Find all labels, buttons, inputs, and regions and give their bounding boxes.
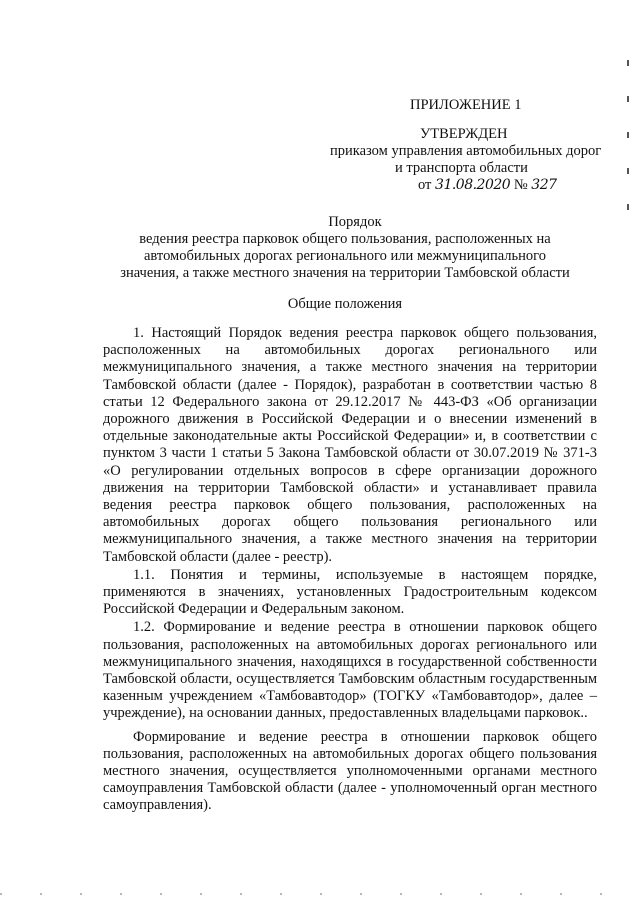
title-line-1: Порядок [328, 214, 382, 230]
number-prefix: № [513, 177, 528, 193]
handwritten-date: 31.08.2020 [435, 177, 511, 193]
document-title [100, 214, 590, 282]
scan-edge-marks [0, 893, 640, 895]
order-line-1: приказом управления автомобильных дорог [330, 143, 602, 159]
date-prefix: от [418, 177, 432, 193]
section-heading: Общие положения [287, 296, 403, 312]
body-text [103, 325, 597, 816]
appendix-label: ПРИЛОЖЕНИЕ 1 [410, 97, 522, 113]
paragraph-1-2: 1.2. Формирование и ведение реестра в отношении парковок общего пользования, расположенных на автомобильных дорогах регионального или межмуниципального значения, находящихся в государственной собственности Тамбовской области, осуществляется Тамбовским областным государственным казенным учреждением «Тамбовавтодор» (ТОГКУ «Тамбовавтодор», далее – учреждение), на основании данных, предоставленных владельцами парковок.. [103, 619, 597, 722]
paragraph-1: 1. Настоящий Порядок ведения реестра парковок общего пользования, расположенных на автомобильных дорогах регионального или межмуниципального значения, а также местного значения на территории Тамбовской области (далее - Порядок), разработан в соответствии частью 8 статьи 12 Федерального закона от 29.12.2017 № 443-ФЗ «Об организации дорожного движения в Российской Федерации и о внесении изменений в отдельные законодательные акты Российской Федерации» и, в соответствии с пунктом 3 части 1 статьи 5 Закона Тамбовской области от 30.07.2019 № 371-3 «О регулировании отдельных вопросов в сфере организации дорожного движения на территории Тамбовской области» и устанавливает правила ведения реестра парковок общего пользования, расположенных на автомобильных дорогах общего пользования регионального или межмуниципального значения, а также местного значения на территории Тамбовской области (далее - реестр). [103, 325, 597, 565]
title-line-3: автомобильных дорогах регионального или межмуниципального [144, 248, 546, 264]
approval-block [330, 97, 620, 194]
approved-label: УТВЕРЖДЕН [420, 126, 508, 142]
handwritten-number: 327 [531, 177, 557, 193]
paragraph-1-1: 1.1. Понятия и термины, используемые в настоящем порядке, применяются в значениях, установленных Градостроительным кодексом Российской Федерации и Федеральным законом. [103, 566, 597, 618]
paragraph-1-2-continued: Формирование и ведение реестра в отношении парковок общего пользования, расположенных на автомобильных дорогах общего пользования местного значения, осуществляется уполномоченными органами местного самоуправления Тамбовской области (далее - уполномоченный орган местного самоуправления). [103, 728, 597, 814]
title-line-4: значения, а также местного значения на территории Тамбовской области [120, 265, 570, 281]
margin-marks [624, 30, 632, 290]
title-line-2: ведения реестра парковок общего пользования, расположенных на [139, 231, 551, 247]
order-date-line [418, 177, 620, 194]
order-line-2: и транспорта области [395, 160, 528, 176]
